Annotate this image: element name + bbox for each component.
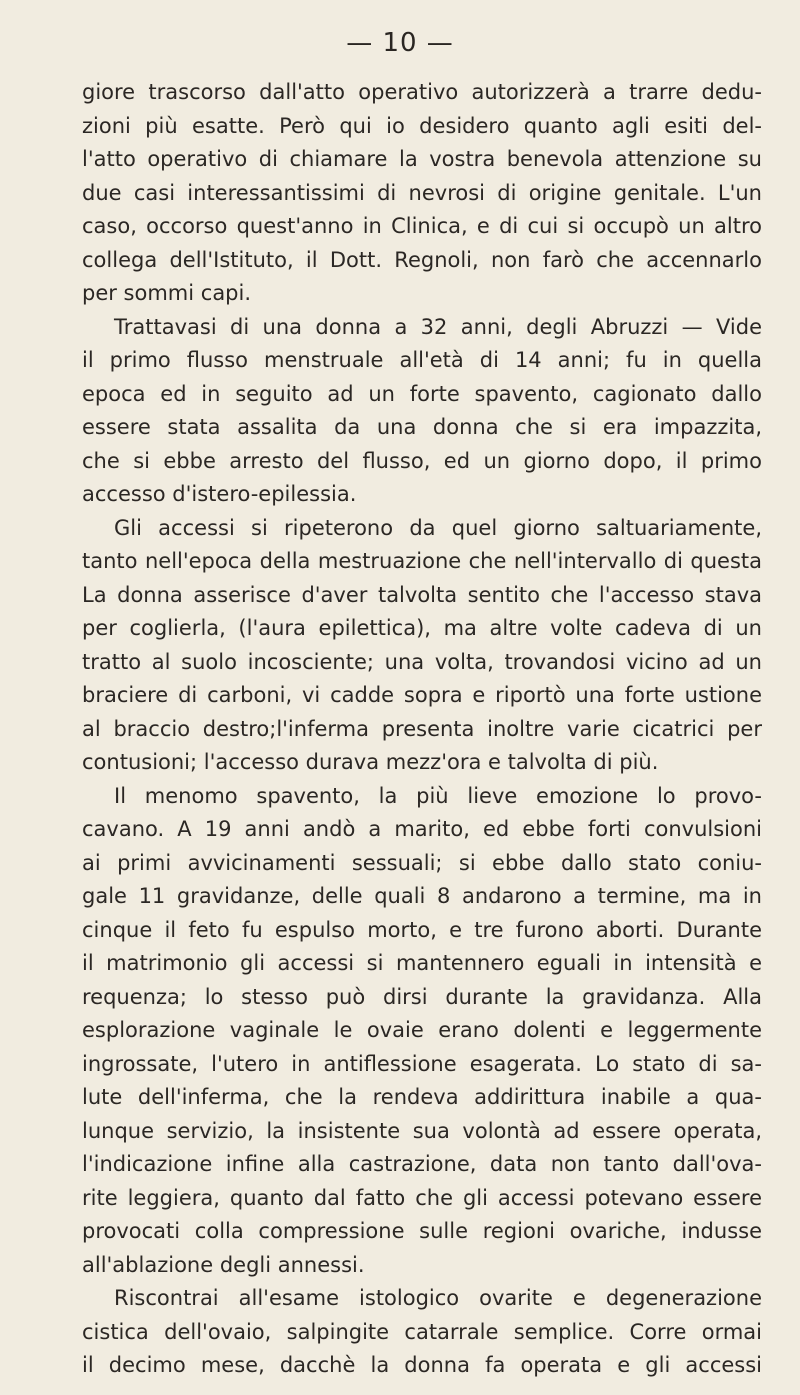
text-line: epoca ed in seguito ad un forte spavento, cagionato dallo	[82, 381, 762, 406]
text-line: lunque servizio, la insistente sua volontà ad essere operata,	[82, 1118, 762, 1143]
text-line: accesso d'istero-epilessia.	[82, 482, 357, 506]
text-line: al braccio destro;l'inferma presenta inoltre varie cicatrici per	[82, 716, 762, 741]
text-line: l'indicazione infine alla castrazione, data non tanto dall'ova-	[82, 1152, 762, 1176]
text-line: cavano. A 19 anni andò a marito, ed ebbe forti convulsioni	[82, 817, 762, 841]
text-line: tanto nell'epoca della mestruazione che nell'intervallo di questa	[82, 549, 762, 573]
text-line: caso, occorso quest'anno in Clinica, e di cui si occupò un altro	[82, 214, 762, 238]
page-number: — 10 —	[346, 28, 454, 58]
text-line: collega dell'Istituto, il Dott. Regnoli, non farò che accennarlo	[82, 247, 762, 272]
text-line: cinque il feto fu espulso morto, e tre furono aborti. Durante	[82, 917, 762, 942]
text-line: ingrossate, l'utero in antiflessione esagerata. Lo stato di sa-	[82, 1051, 762, 1076]
text-line: cistica dell'ovaio, salpingite catarrale semplice. Corre ormai	[82, 1319, 762, 1344]
text-line: Trattavasi di una donna a 32 anni, degli Abruzzi — Vide	[114, 314, 762, 339]
text-line: all'ablazione degli annessi.	[82, 1252, 365, 1277]
text-line: braciere di carboni, vi cadde sopra e riportò una forte ustione	[82, 683, 762, 707]
text-line: il matrimonio gli accessi si mantennero eguali in intensità e	[82, 951, 762, 975]
text-line: La donna asserisce d'aver talvolta sentito che l'accesso stava	[82, 582, 762, 607]
text-line: tratto al suolo incosciente; una volta, trovandosi vicino ad un	[82, 649, 762, 674]
text-line: per coglierla, (l'aura epilettica), ma altre volte cadeva di un	[82, 616, 762, 640]
text-line: Gli accessi si ripeterono da quel giorno saltuariamente,	[114, 515, 762, 540]
text-line: lute dell'inferma, che la rendeva addirittura inabile a qua-	[82, 1085, 762, 1109]
text-line: il primo flusso menstruale all'età di 14 anni; fu in quella	[82, 348, 762, 372]
text-line: ai primi avvicinamenti sessuali; si ebbe dallo stato coniu-	[82, 850, 762, 875]
text-line: Il menomo spavento, la più lieve emozione lo provo-	[114, 783, 762, 808]
text-line: Riscontrai all'esame istologico ovarite e degenerazione	[114, 1286, 762, 1310]
text-line: giore trascorso dall'atto operativo autorizzerà a trarre dedu-	[82, 80, 762, 104]
text-line: requenza; lo stesso può dirsi durante la gravidanza. Alla	[82, 984, 762, 1009]
text-line: zioni più esatte. Però qui io desidero quanto agli esiti del-	[82, 113, 762, 138]
text-line: che si ebbe arresto del flusso, ed un giorno dopo, il primo	[82, 448, 762, 473]
text-line: essere stata assalita da una donna che si era impazzita,	[82, 415, 762, 439]
text-line: contusioni; l'accesso durava mezz'ora e talvolta di più.	[82, 750, 659, 774]
text-line: il decimo mese, dacchè la donna fa operata e gli accessi	[82, 1353, 762, 1377]
text-line: provocati colla compressione sulle regioni ovariche, indusse	[82, 1219, 762, 1243]
text-line: per sommi capi.	[82, 281, 252, 305]
text-line: due casi interessantissimi di nevrosi di origine genitale. L'un	[82, 180, 762, 205]
body-text	[82, 76, 762, 1383]
text-line: rite leggiera, quanto dal fatto che gli accessi potevano essere	[82, 1185, 762, 1210]
text-line: esplorazione vaginale le ovaie erano dolenti e leggermente	[82, 1018, 762, 1042]
text-line: gale 11 gravidanze, delle quali 8 andarono a termine, ma in	[82, 884, 762, 908]
text-line: l'atto operativo di chiamare la vostra benevola attenzione su	[82, 147, 762, 171]
